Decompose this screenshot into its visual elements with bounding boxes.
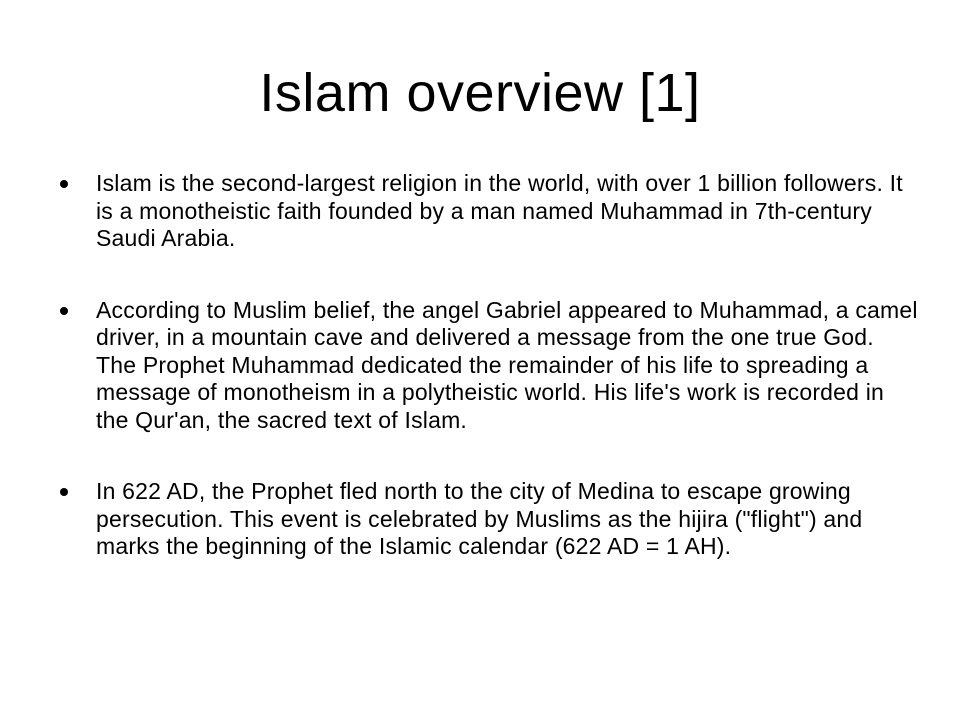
bullet-text: Islam is the second-largest religion in the world, with over 1 billion followers. It is a monotheistic faith founded by a man named Muhammad in 7th-century Saudi Arabia. [96, 170, 903, 251]
bullet-item [60, 170, 920, 253]
bullet-icon [60, 488, 68, 496]
bullet-text: According to Muslim belief, the angel Gabriel appeared to Muhammad, a camel driver, in a mountain cave and delivered a message from the one true God. The Prophet Muhammad dedicated the remainder of his life to spreading a message of monotheism in a polytheistic world. His life's work is recorded in the Qur'an, the sacred text of Islam. [96, 296, 918, 433]
bullet-item [60, 297, 920, 435]
bullet-icon [60, 307, 68, 315]
bullet-item [60, 478, 920, 561]
bullet-list [60, 170, 920, 605]
bullet-icon [60, 180, 68, 188]
slide-title: Islam overview [1] [259, 63, 701, 123]
bullet-text: In 622 AD, the Prophet fled north to the city of Medina to escape growing persecution. This event is celebrated by Muslims as the hijira ("flight") and marks the beginning of the Islamic calendar (622 AD = 1 AH). [96, 478, 863, 559]
